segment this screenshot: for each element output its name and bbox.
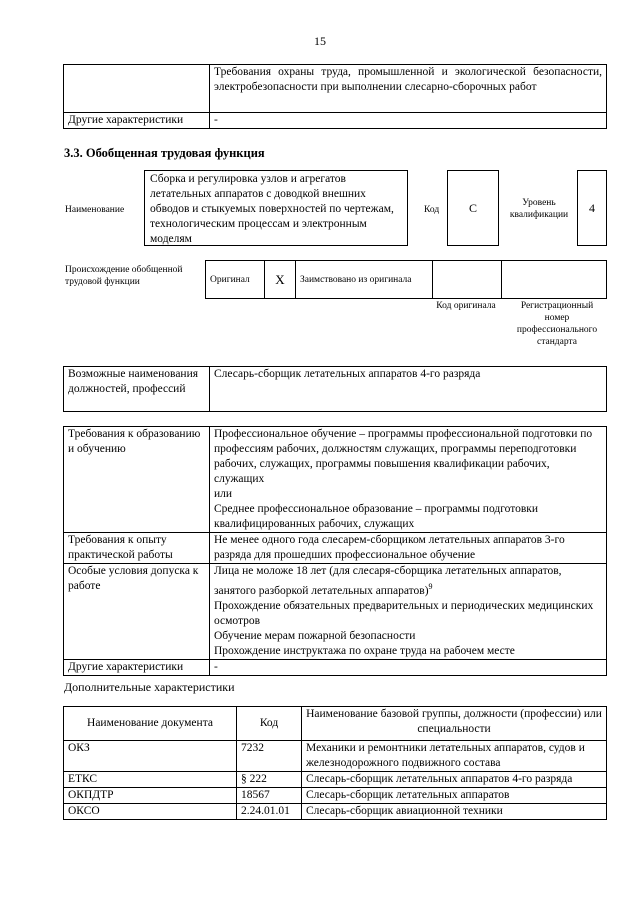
function-code-value: C — [447, 170, 499, 246]
additional-header-code: Код — [237, 707, 302, 741]
additional-row-doc: ОКЗ — [64, 741, 237, 772]
additional-title: Дополнительные характеристики — [64, 680, 235, 694]
req-admission-line: Прохождение инструктажа по охране труда на рабочем месте — [214, 644, 515, 657]
additional-row-doc: ОКПДТР — [64, 788, 237, 804]
req-other-value: - — [210, 659, 607, 675]
top-table-other-label: Другие характеристики — [64, 113, 210, 129]
top-table — [63, 64, 607, 129]
req-other-label: Другие характеристики — [64, 659, 210, 675]
additional-row-name: Слесарь-сборщик авиационной техники — [302, 804, 607, 820]
top-table-text: Требования охраны труда, промышленной и экологической безопасности, электробезопасности при выполнении слесарно-сборочных работ — [210, 65, 607, 113]
req-admission-line: Прохождение обязательных предварительных и периодических медицинских осмотров — [214, 599, 594, 627]
additional-row-name: Механики и ремонтники летательных аппаратов, судов и железнодорожного подвижного состава — [302, 741, 607, 772]
additional-row-code: 18567 — [237, 788, 302, 804]
origin-label: Происхождение обобщенной трудовой функции — [65, 265, 183, 287]
additional-row-name: Слесарь-сборщик летательных аппаратов — [302, 788, 607, 804]
req-education-line: Среднее профессиональное образование – программы подготовки квалифицированных рабочих, служащих — [214, 503, 539, 530]
positions-table — [63, 366, 607, 412]
section-title: 3.3. Обобщенная трудовая функция — [64, 146, 265, 160]
top-table-other-value: - — [210, 113, 607, 129]
positions-value: Слесарь-сборщик летательных аппаратов 4-го разряда — [210, 367, 607, 412]
additional-row-doc: ОКСО — [64, 804, 237, 820]
additional-row-name: Слесарь-сборщик летательных аппаратов 4-го разряда — [302, 772, 607, 788]
req-education-line: или — [214, 488, 233, 500]
req-experience-value: Не менее одного года слесарем-сборщиком летательных аппаратов 3-го разряда для прошедших профессиональное обучение — [210, 533, 607, 564]
function-level-value: 4 — [577, 170, 607, 246]
function-code-label: Код — [424, 205, 440, 215]
function-name-label: Наименование — [65, 205, 125, 215]
req-admission-line: Обучение мерам пожарной безопасности — [214, 629, 416, 642]
requirements-table — [63, 426, 607, 676]
additional-row-doc: ЕТКС — [64, 772, 237, 788]
page-number: 15 — [314, 34, 326, 48]
req-experience-label: Требования к опыту практической работы — [64, 533, 210, 564]
additional-header-doc: Наименование документа — [64, 707, 237, 741]
origin-original-label: Оригинал — [206, 261, 265, 299]
origin-table — [205, 260, 607, 299]
origin-reg-caption: Регистрационный номер профессионального стандарта — [516, 301, 598, 347]
top-table-empty-cell — [64, 65, 210, 113]
req-education-value — [210, 427, 607, 533]
origin-borrowed-label: Заимствовано из оригинала — [296, 261, 433, 299]
additional-row-code: 2.24.01.01 — [237, 804, 302, 820]
origin-reg-cell — [502, 261, 607, 299]
req-education-label: Требования к образованию и обучению — [64, 427, 210, 533]
origin-code-cell — [433, 261, 502, 299]
origin-code-caption: Код оригинала — [436, 301, 496, 311]
additional-header-name: Наименование базовой группы, должности (профессии) или специальности — [302, 707, 607, 741]
positions-label: Возможные наименования должностей, профессий — [64, 367, 210, 412]
footnote-mark: 9 — [428, 582, 433, 591]
req-admission-line: Лица не моложе 18 лет (для слесаря-сборщика летательных аппаратов, занятого разборкой летательных аппаратов)$^9$ — [214, 565, 562, 597]
req-admission-label: Особые условия допуска к работе — [64, 564, 210, 660]
additional-row-code: 7232 — [237, 741, 302, 772]
function-name-value: Сборка и регулировка узлов и агрегатов летательных аппаратов с доводкой внешних обводов и стыкуемых поверхностей по чертежам, технологическим процессам и электронным моделям — [144, 170, 408, 246]
additional-row-code: § 222 — [237, 772, 302, 788]
origin-original-mark: X — [265, 261, 296, 299]
additional-table — [63, 706, 607, 820]
function-level-label: Уровень квалификации — [509, 198, 569, 220]
req-education-line: Профессиональное обучение – программы профессиональной подготовки по профессиям рабочих, должностям служащих, программы переподготовки рабочих, служащих, программы повышения квалификации рабочих, служащих — [214, 428, 593, 485]
req-admission-value — [210, 564, 607, 660]
